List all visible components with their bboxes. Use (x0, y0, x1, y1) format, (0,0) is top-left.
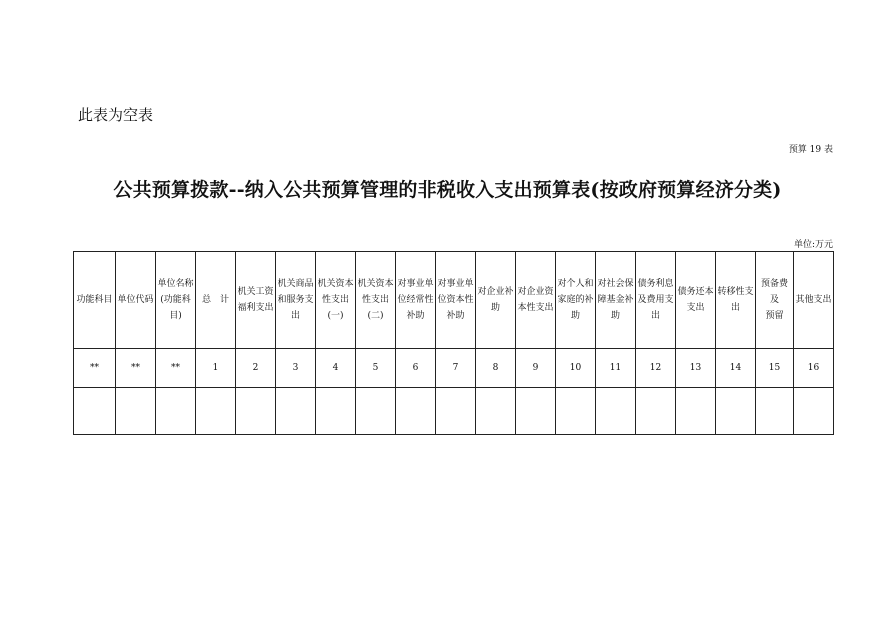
column-code: 12 (636, 349, 676, 388)
column-header-line: 福利支出 (237, 303, 274, 313)
empty-cell (276, 388, 316, 435)
column-header-line: 转移性支 (717, 287, 754, 297)
column-header (636, 252, 676, 349)
column-header (74, 252, 116, 349)
column-header-line: 对事业单 (397, 279, 434, 289)
column-header (356, 252, 396, 349)
empty-cell (476, 388, 516, 435)
column-header (156, 252, 196, 349)
column-header-line: 单位名称 (157, 279, 194, 289)
empty-cell (596, 388, 636, 435)
column-header-line: (二) (367, 311, 384, 321)
column-header-line: (一) (327, 311, 344, 321)
empty-cell (396, 388, 436, 435)
column-header-line: 债务利息 (637, 279, 674, 289)
column-header (236, 252, 276, 349)
column-header (196, 252, 236, 349)
column-header-line: 及费用支 (637, 295, 674, 305)
empty-data-row (74, 388, 834, 435)
empty-cell (356, 388, 396, 435)
column-code: 4 (316, 349, 356, 388)
empty-cell (716, 388, 756, 435)
empty-cell (316, 388, 356, 435)
column-code: ** (156, 349, 196, 388)
column-header (436, 252, 476, 349)
column-header-line: 对企业资 (517, 287, 554, 297)
column-header (276, 252, 316, 349)
column-code: 7 (436, 349, 476, 388)
empty-cell (756, 388, 794, 435)
column-header-line: 性支出 (361, 295, 389, 305)
column-header-line: 机关资本 (357, 279, 394, 289)
empty-cell (636, 388, 676, 435)
column-header-line: 位资本性 (437, 295, 474, 305)
column-header-line: 障基金补 (597, 295, 634, 305)
column-header-line: 机关工资 (237, 287, 274, 297)
column-header-line: 目) (169, 311, 182, 321)
code-row (74, 349, 834, 388)
column-header (316, 252, 356, 349)
unit-label: 单位:万元 (793, 240, 833, 250)
column-header (794, 252, 834, 349)
column-header (556, 252, 596, 349)
column-header-line: 功能科目 (76, 295, 113, 305)
empty-cell (794, 388, 834, 435)
column-header-line: 对企业补 (477, 287, 514, 297)
empty-cell (74, 388, 116, 435)
column-code: 14 (716, 349, 756, 388)
column-header (116, 252, 156, 349)
column-header (756, 252, 794, 349)
column-header-line: 性支出 (321, 295, 349, 305)
column-code: 8 (476, 349, 516, 388)
column-header-line: 位经常性 (397, 295, 434, 305)
column-header-line: 出 (650, 311, 660, 321)
column-header-line: 预留 (765, 311, 784, 321)
empty-cell (436, 388, 476, 435)
column-header-line: 出 (730, 303, 740, 313)
column-code: 10 (556, 349, 596, 388)
empty-cell (156, 388, 196, 435)
column-header-line: 总 计 (201, 295, 229, 305)
column-header-line: 补助 (406, 311, 425, 321)
page-title: 公共预算拨款--纳入公共预算管理的非税收入支出预算表(按政府预算经济分类) (113, 179, 782, 201)
column-header-line: 助 (490, 303, 500, 313)
column-header-line: (功能科 (160, 295, 191, 305)
column-header (476, 252, 516, 349)
column-header-line: 对社会保 (597, 279, 634, 289)
column-header-line: 本性支出 (517, 303, 554, 313)
column-header-line: 单位代码 (117, 295, 154, 305)
column-code: 1 (196, 349, 236, 388)
empty-cell (196, 388, 236, 435)
column-header-line: 对事业单 (437, 279, 474, 289)
column-header (676, 252, 716, 349)
column-code: 5 (356, 349, 396, 388)
column-header-line: 补助 (446, 311, 465, 321)
column-code: 3 (276, 349, 316, 388)
column-header-line: 支出 (686, 303, 705, 313)
column-header-line: 机关资本 (317, 279, 354, 289)
column-code: 11 (596, 349, 636, 388)
column-code: 6 (396, 349, 436, 388)
column-code: ** (116, 349, 156, 388)
column-header-line: 债务还本 (677, 287, 714, 297)
column-header (716, 252, 756, 349)
empty-table-note: 此表为空表 (78, 106, 154, 124)
column-header-line: 家庭的补 (557, 295, 594, 305)
header-row (74, 252, 834, 349)
column-header (516, 252, 556, 349)
empty-cell (116, 388, 156, 435)
column-header-line: 出 (290, 311, 300, 321)
column-code: ** (74, 349, 116, 388)
column-header-line: 助 (610, 311, 620, 321)
empty-cell (676, 388, 716, 435)
column-header-line: 机关商品 (277, 279, 314, 289)
empty-cell (516, 388, 556, 435)
column-header-line: 对个人和 (557, 279, 594, 289)
column-header-line: 和服务支 (277, 295, 314, 305)
column-header-line: 其他支出 (795, 295, 832, 305)
empty-cell (236, 388, 276, 435)
column-header (596, 252, 636, 349)
empty-cell (556, 388, 596, 435)
column-header (396, 252, 436, 349)
table-number: 预算 19 表 (788, 145, 833, 155)
column-code: 9 (516, 349, 556, 388)
column-header-line: 预备费及 (760, 279, 788, 305)
column-code: 13 (676, 349, 716, 388)
column-code: 2 (236, 349, 276, 388)
column-code: 15 (756, 349, 794, 388)
column-code: 16 (794, 349, 834, 388)
column-header-line: 助 (570, 311, 580, 321)
budget-table (73, 251, 834, 435)
